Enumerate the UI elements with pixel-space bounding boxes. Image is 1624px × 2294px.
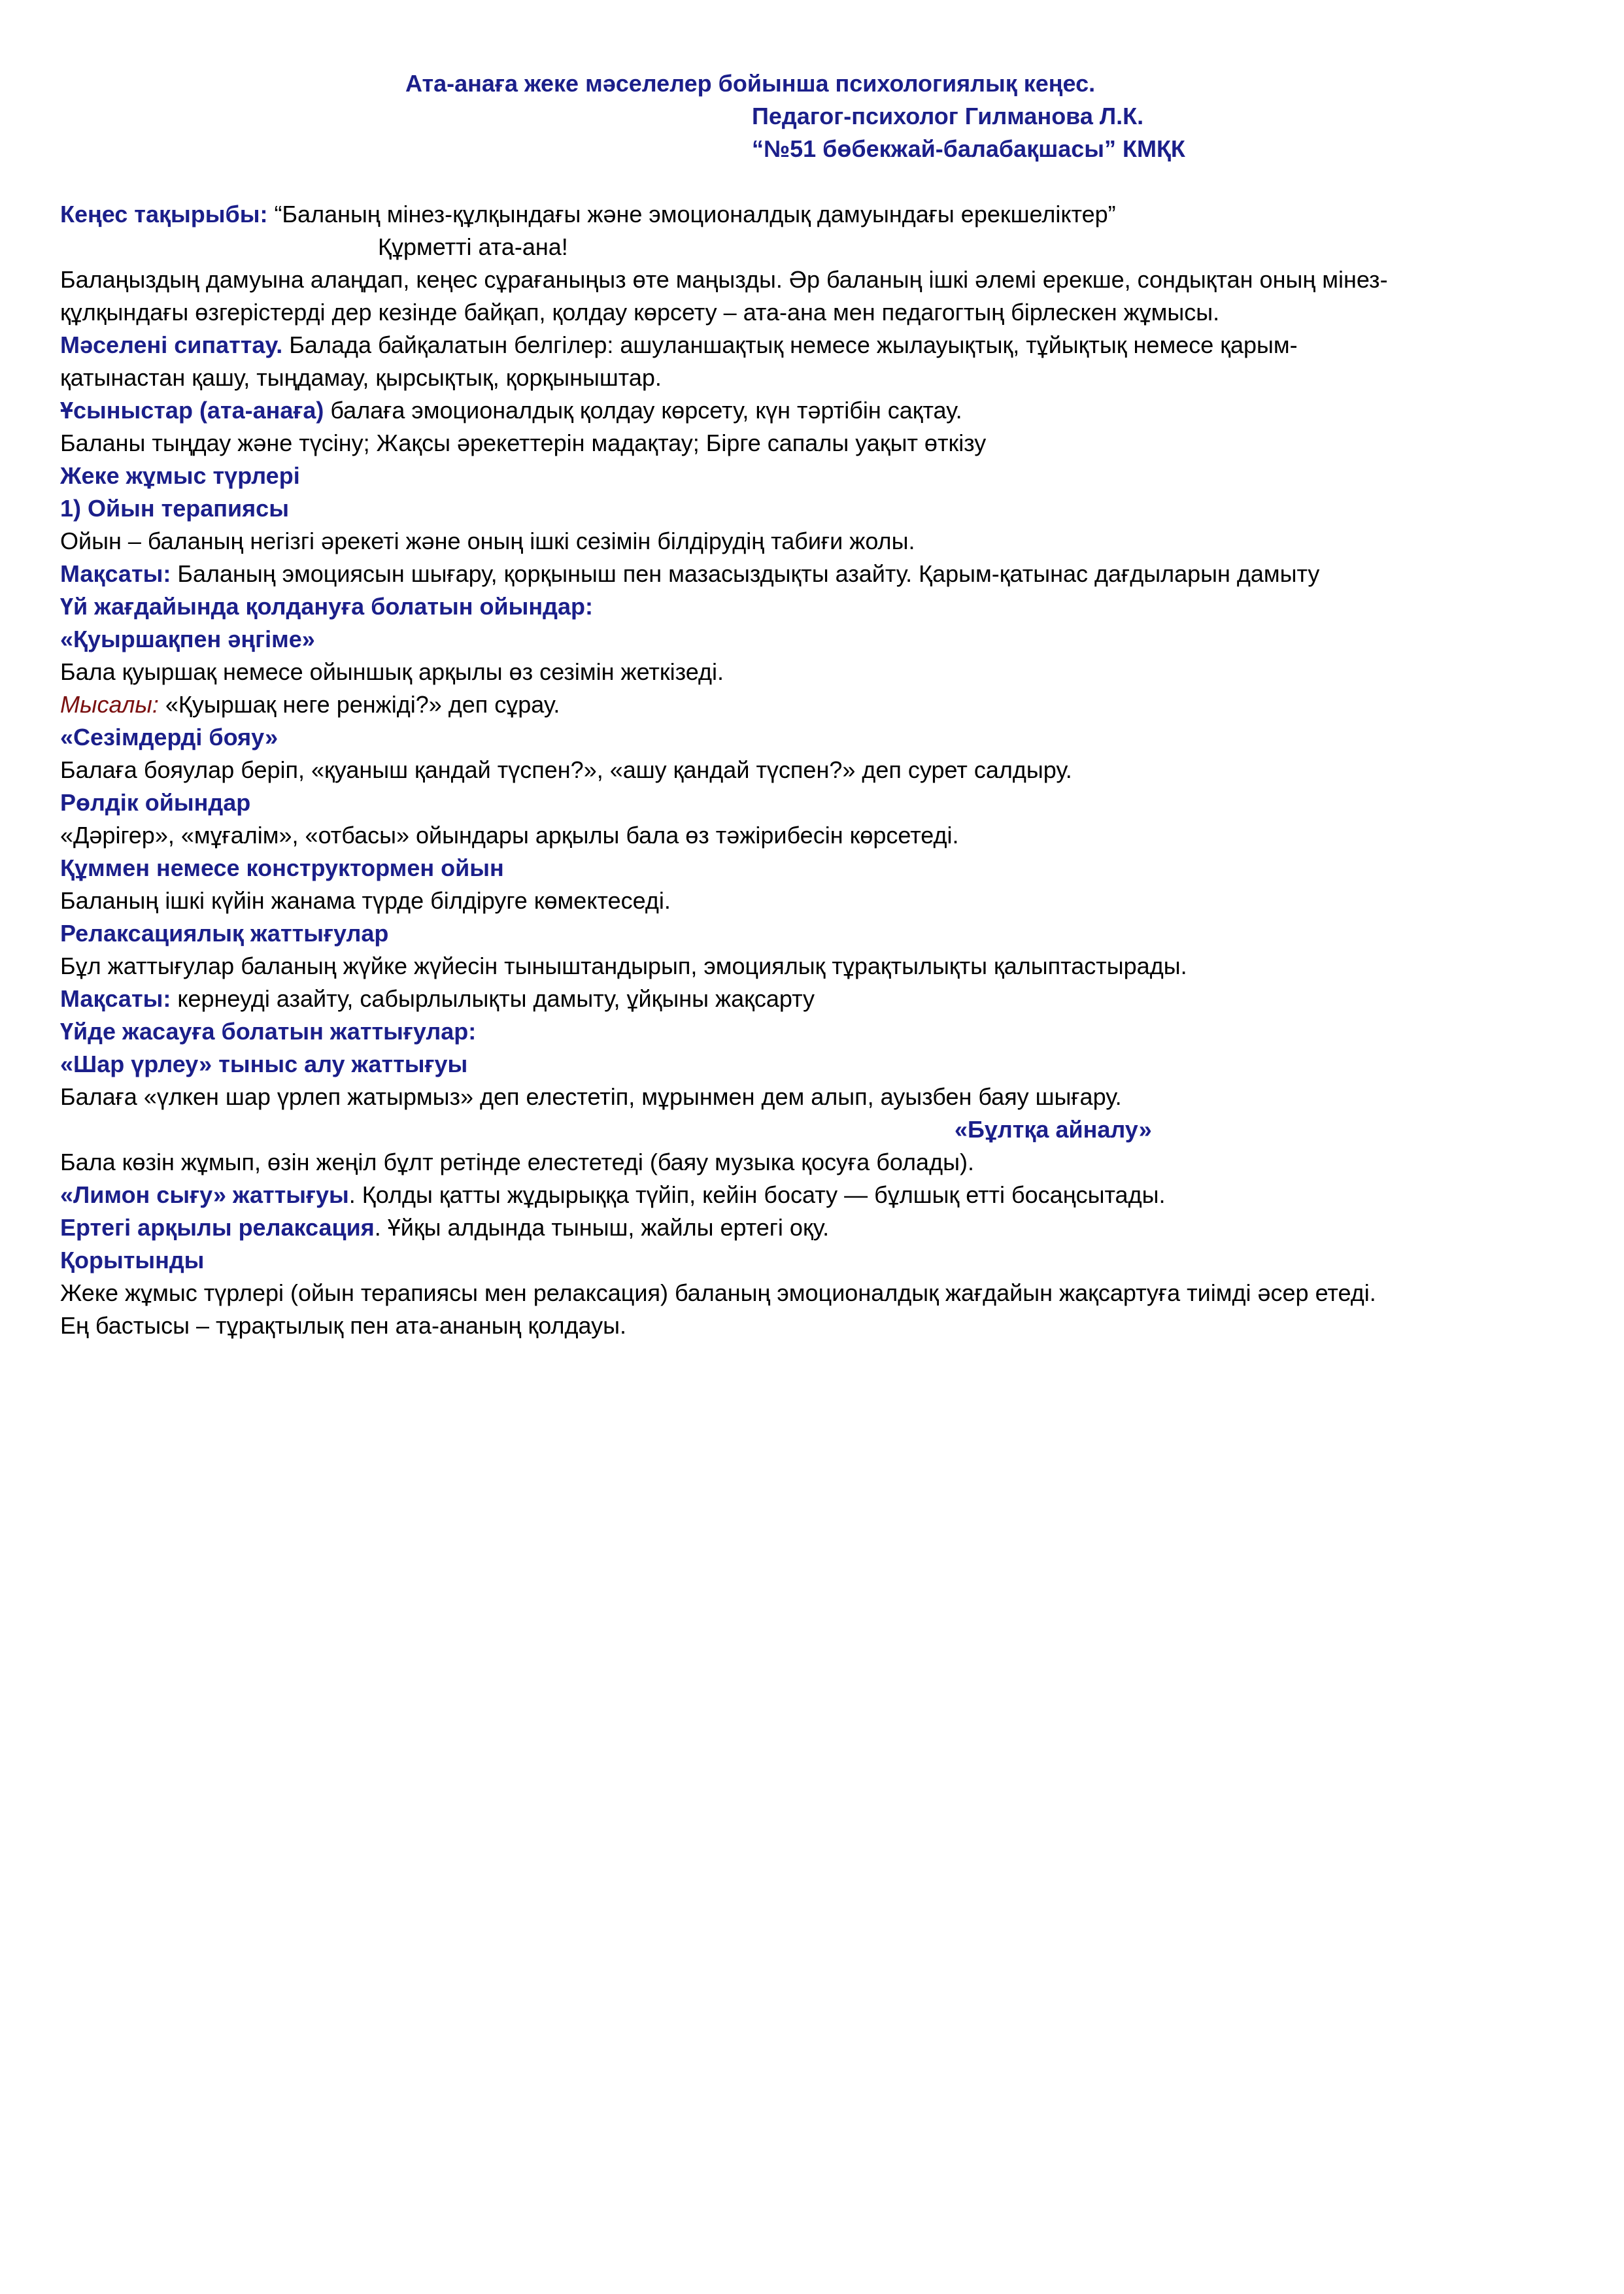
tale-relaxation-text: . Ұйқы алдында тыныш, жайлы ертегі оқу. xyxy=(374,1214,830,1241)
relaxation-goal-text: кернеуді азайту, сабырлылықты дамыту, ұйқыны жақсарту xyxy=(171,985,815,1012)
lemon-exercise-text: . Қолды қатты жұдырыққа түйіп, кейін босату — бұлшық етті босаңсытады. xyxy=(348,1181,1166,1208)
author-line: Педагог-психолог Гилманова Л.К. xyxy=(752,103,1144,129)
topic-line xyxy=(60,198,1116,231)
play-therapy-heading: 1) Ойын терапиясы xyxy=(60,495,289,522)
problem-line-1 xyxy=(60,329,1298,362)
sand-game-text: Баланың ішкі күйін жанама түрде білдіруге көмектеседі. xyxy=(60,887,671,914)
intro-line-1: Балаңыздың дамуына алаңдап, кеңес сұрағаныңыз өте маңызды. Әр баланың ішкі әлемі ерекше, сондықтан оның мінез- xyxy=(60,266,1388,293)
intro-line-2: құлқындағы өзгерістерді дер кезінде байқап, қолдау көрсету – ата-ана мен педагогтың бірлескен жұмысы. xyxy=(60,299,1220,326)
balloon-exercise-text: Балаға «үлкен шар үрлеп жатырмыз» деп елестетіп, мұрынмен дем алып, ауызбен баяу шығару. xyxy=(60,1083,1122,1110)
problem-line-2: қатынастан қашу, тыңдамау, қырсықтық, қорқыныштар. xyxy=(60,364,662,391)
lemon-exercise-title: «Лимон сығу» жаттығуы xyxy=(60,1181,349,1208)
example-text: «Қуыршақ неге ренжіді?» деп сұрау. xyxy=(158,691,560,718)
recommendations-line-1 xyxy=(60,394,962,427)
relaxation-goal-label: Мақсаты: xyxy=(60,985,171,1012)
doll-game-text: Бала қуыршақ немесе ойыншық арқылы өз сезімін жеткізеді. xyxy=(60,658,724,685)
example-line xyxy=(60,688,560,721)
home-games-heading: Үй жағдайында қолдануға болатын ойындар: xyxy=(60,593,593,620)
problem-text: Балада байқалатын белгілер: ашуланшақтық немесе жылауықтық, тұйықтық немесе қарым- xyxy=(282,331,1298,358)
recommendations-line-2: Баланы тыңдау және түсіну; Жақсы әрекеттерін мадақтау; Бірге сапалы уақыт өткізу xyxy=(60,430,987,456)
work-types-heading: Жеке жұмыс түрлері xyxy=(60,462,300,489)
sand-game-title: Құммен немесе конструктормен ойын xyxy=(60,854,504,881)
tale-relaxation-line xyxy=(60,1211,829,1244)
conclusion-line-2: Ең бастысы – тұрақтылық пен ата-ананың қолдауы. xyxy=(60,1312,627,1339)
organization-line: “№51 бөбекжай-балабақшасы” КМҚК xyxy=(752,135,1185,162)
relaxation-text: Бұл жаттығулар баланың жүйке жүйесін тыныштандырып, эмоциялық тұрақтылықты қалыптастырады. xyxy=(60,953,1187,979)
problem-label: Мәселені сипаттау. xyxy=(60,331,283,358)
topic-text: “Баланың мінез-құлқындағы және эмоционалдық дамуындағы ерекшеліктер” xyxy=(267,201,1116,228)
play-therapy-text: Ойын – баланың негізгі әрекеті және оның ішкі сезімін білдірудің табиғи жолы. xyxy=(60,528,915,554)
recommendations-label: Ұсыныстар (ата-анаға) xyxy=(60,397,324,424)
cloud-exercise-title: «Бұлтқа айналу» xyxy=(955,1116,1152,1143)
document-title: Ата-анаға жеке мәселелер бойынша психологиялық кеңес. xyxy=(405,70,1096,97)
relaxation-goal xyxy=(60,983,815,1015)
goal-text: Баланың эмоциясын шығару, қорқыныш пен мазасыздықты азайту. Қарым-қатынас дағдыларын дамыту xyxy=(171,560,1320,587)
conclusion-heading: Қорытынды xyxy=(60,1247,205,1274)
color-game-text: Балаға бояулар беріп, «қуаныш қандай түспен?», «ашу қандай түспен?» деп сурет салдыру. xyxy=(60,756,1072,783)
tale-relaxation-title: Ертегі арқылы релаксация xyxy=(60,1214,375,1241)
cloud-exercise-text: Бала көзін жұмып, өзін жеңіл бұлт ретінде елестетеді (баяу музыка қосуға болады). xyxy=(60,1149,974,1175)
conclusion-line-1: Жеке жұмыс түрлері (ойын терапиясы мен релаксация) баланың эмоционалдық жағдайын жақсартуға тиімді әсер етеді. xyxy=(60,1279,1376,1306)
topic-label: Кеңес тақырыбы: xyxy=(60,201,268,228)
goal-label: Мақсаты: xyxy=(60,560,171,587)
play-therapy-goal xyxy=(60,558,1319,590)
home-exercises-heading: Үйде жасауға болатын жаттығулар: xyxy=(60,1018,477,1045)
balloon-exercise-title: «Шар үрлеу» тыныс алу жаттығуы xyxy=(60,1051,468,1077)
role-game-text: «Дәрігер», «мұғалім», «отбасы» ойындары арқылы бала өз тәжірибесін көрсетеді. xyxy=(60,822,959,849)
example-label: Мысалы: xyxy=(60,691,159,718)
color-game-title: «Сезімдерді бояу» xyxy=(60,724,279,751)
lemon-exercise-line xyxy=(60,1179,1165,1211)
greeting: Құрметті ата-ана! xyxy=(378,233,568,260)
role-game-title: Рөлдік ойындар xyxy=(60,789,251,816)
recommendations-text: балаға эмоционалдық қолдау көрсету, күн тәртібін сақтау. xyxy=(324,397,962,424)
doll-game-title: «Қуыршақпен әңгіме» xyxy=(60,626,315,652)
relaxation-heading: Релаксациялық жаттығулар xyxy=(60,920,389,947)
